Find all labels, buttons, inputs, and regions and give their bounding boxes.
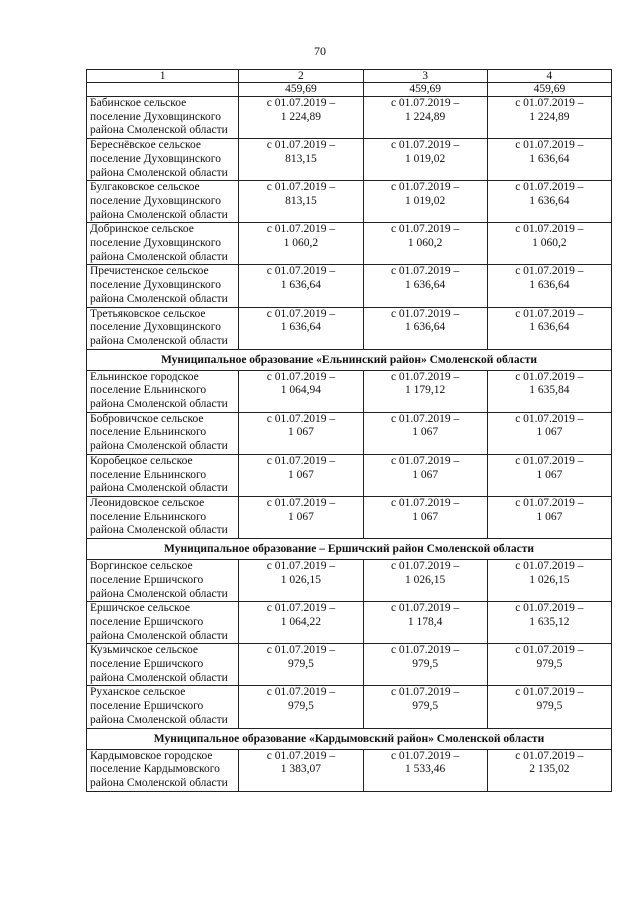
tariff-effective-date: с 01.07.2019 – (515, 496, 584, 509)
tariff-cell-col-3 (363, 749, 487, 791)
settlement-name-line: района Смоленской области (90, 629, 228, 642)
tariff-value: 1 636,64 (529, 279, 570, 292)
tariff-cell-col-2 (239, 749, 363, 791)
tariff-cell-col-2 (239, 560, 363, 602)
settlement-row (87, 644, 612, 686)
settlement-name-line: района Смоленской области (90, 587, 228, 600)
continued-rate-col-2: 459,69 (239, 83, 363, 97)
column-number-2: 2 (239, 70, 363, 83)
tariff-effective-date: с 01.07.2019 – (266, 644, 336, 657)
settlement-name (87, 644, 239, 686)
tariff-effective-date: с 01.07.2019 – (390, 265, 460, 278)
tariff-effective-date: с 01.07.2019 – (515, 454, 584, 467)
tariff-cell-col-2 (239, 139, 363, 181)
tariff-value: 1 636,64 (529, 194, 570, 207)
section-title: Муниципальное образование «Ельнинский район» Смоленской области (87, 349, 612, 370)
settlement-name-line: поселение Ельнинского (90, 426, 207, 439)
settlement-name-line: Пречистенское сельское (90, 265, 209, 278)
settlement-row (87, 97, 612, 139)
settlement-row (87, 602, 612, 644)
section-header-row (87, 349, 612, 370)
settlement-name (87, 307, 239, 349)
tariff-cell-col-2 (239, 223, 363, 265)
tariff-value: 1 636,64 (529, 321, 570, 334)
tariff-value: 1 026,15 (405, 573, 446, 586)
tariff-value: 1 224,89 (280, 110, 322, 123)
settlement-name-line: поселение Духовщинского (90, 110, 221, 123)
section-title: Муниципальное образование «Кардымовский район» Смоленской области (87, 728, 612, 749)
tariff-cell-col-2 (239, 97, 363, 139)
tariff-effective-date: с 01.07.2019 – (515, 644, 584, 657)
tariff-effective-date: с 01.07.2019 – (515, 265, 584, 278)
tariff-cell-col-2 (239, 307, 363, 349)
tariff-effective-date: с 01.07.2019 – (515, 602, 584, 615)
tariff-cell-col-3 (363, 412, 487, 454)
column-number-1: 1 (87, 70, 239, 83)
settlement-row (87, 454, 612, 496)
column-number-row (87, 70, 612, 83)
tariff-cell-col-3 (363, 560, 487, 602)
settlement-name (87, 97, 239, 139)
tariff-cell-col-4 (487, 412, 611, 454)
settlement-row (87, 265, 612, 307)
tariff-value: 1 067 (536, 426, 563, 439)
tariff-effective-date: с 01.07.2019 – (515, 412, 584, 425)
settlement-name (87, 496, 239, 538)
tariff-cell-col-3 (363, 223, 487, 265)
settlement-row (87, 496, 612, 538)
tariff-effective-date: с 01.07.2019 – (390, 454, 460, 467)
settlement-name (87, 454, 239, 496)
tariff-effective-date: с 01.07.2019 – (266, 602, 336, 615)
tariff-table (86, 69, 612, 792)
column-number-3: 3 (363, 70, 487, 83)
tariff-cell-col-2 (239, 412, 363, 454)
tariff-cell-col-4 (487, 560, 611, 602)
tariff-effective-date: с 01.07.2019 – (515, 307, 584, 320)
tariff-value: 813,15 (285, 152, 317, 165)
tariff-value: 1 636,64 (529, 152, 570, 165)
tariff-value: 1 383,07 (280, 763, 322, 776)
tariff-value: 1 026,15 (529, 573, 570, 586)
tariff-cell-col-3 (363, 644, 487, 686)
settlement-name-line: поселение Духовщинского (90, 194, 221, 207)
tariff-cell-col-4 (487, 602, 611, 644)
tariff-value: 979,5 (412, 700, 439, 713)
settlement-name-line: поселение Духовщинского (90, 321, 221, 334)
tariff-effective-date: с 01.07.2019 – (390, 370, 460, 383)
tariff-effective-date: с 01.07.2019 – (266, 749, 336, 762)
settlement-row (87, 139, 612, 181)
settlement-name-line: Кардымовское городское (90, 749, 213, 762)
section-header-row (87, 539, 612, 560)
tariff-effective-date: с 01.07.2019 – (266, 265, 336, 278)
settlement-name-line: поселение Ершичского (90, 658, 204, 671)
tariff-cell-col-4 (487, 370, 611, 412)
settlement-name-line: района Смоленской области (90, 334, 228, 347)
settlement-name (87, 265, 239, 307)
settlement-name-line: Бабинское сельское (90, 97, 187, 109)
tariff-cell-col-2 (239, 644, 363, 686)
tariff-value: 1 178,4 (407, 615, 443, 628)
tariff-cell-col-3 (363, 307, 487, 349)
tariff-value: 1 067 (287, 468, 314, 481)
settlement-name (87, 749, 239, 791)
tariff-value: 1 060,2 (283, 237, 319, 250)
tariff-cell-col-3 (363, 454, 487, 496)
settlement-name-line: Ельнинское городское (90, 370, 199, 383)
settlement-name (87, 370, 239, 412)
tariff-effective-date: с 01.07.2019 – (390, 560, 460, 573)
tariff-value: 1 636,64 (280, 279, 322, 292)
continued-rate-col-4: 459,69 (487, 83, 611, 97)
section-header-row (87, 728, 612, 749)
tariff-cell-col-3 (363, 265, 487, 307)
settlement-name-line: поселение Ельнинского (90, 468, 207, 481)
settlement-name-line: Булгаковское сельское (90, 181, 200, 194)
tariff-effective-date: с 01.07.2019 – (390, 412, 460, 425)
settlement-name-line: Бобровичское сельское (90, 412, 204, 425)
tariff-cell-col-4 (487, 97, 611, 139)
tariff-effective-date: с 01.07.2019 – (515, 97, 584, 109)
settlement-name-line: Ершичское сельское (90, 602, 190, 615)
tariff-cell-col-4 (487, 139, 611, 181)
settlement-name-line: района Смоленской области (90, 482, 228, 495)
continued-rate-name (87, 83, 239, 97)
page-number: 70 (314, 44, 326, 58)
tariff-cell-col-4 (487, 454, 611, 496)
settlement-name-line: поселение Ершичского (90, 573, 204, 586)
tariff-effective-date: с 01.07.2019 – (390, 644, 460, 657)
tariff-cell-col-3 (363, 496, 487, 538)
settlement-name-line: района Смоленской области (90, 671, 228, 684)
settlement-name (87, 139, 239, 181)
tariff-value: 1 067 (412, 468, 439, 481)
tariff-value: 1 067 (412, 510, 439, 523)
tariff-value: 979,5 (536, 658, 563, 671)
tariff-effective-date: с 01.07.2019 – (266, 412, 336, 425)
tariff-cell-col-3 (363, 686, 487, 728)
tariff-effective-date: с 01.07.2019 – (390, 223, 460, 236)
tariff-cell-col-4 (487, 644, 611, 686)
settlement-name-line: Леонидовское сельское (90, 496, 205, 509)
tariff-value: 1 064,94 (280, 384, 322, 397)
tariff-effective-date: с 01.07.2019 – (266, 139, 336, 152)
tariff-value: 1 635,12 (529, 615, 570, 628)
tariff-cell-col-3 (363, 181, 487, 223)
settlement-name (87, 181, 239, 223)
continued-rate-col-3: 459,69 (363, 83, 487, 97)
tariff-cell-col-3 (363, 139, 487, 181)
settlement-name (87, 602, 239, 644)
settlement-name-line: поселение Ершичского (90, 700, 204, 713)
tariff-value: 813,15 (285, 194, 317, 207)
settlement-name-line: района Смоленской области (90, 524, 228, 537)
settlement-name-line: поселение Духовщинского (90, 237, 221, 250)
section-title: Муниципальное образование – Ершичский район Смоленской области (87, 539, 612, 560)
settlement-name-line: района Смоленской области (90, 440, 228, 453)
tariff-cell-col-2 (239, 181, 363, 223)
tariff-value: 2 135,02 (529, 763, 570, 776)
tariff-cell-col-4 (487, 223, 611, 265)
settlement-name-line: поселение Ельнинского (90, 510, 207, 523)
settlement-name-line: района Смоленской области (90, 713, 228, 726)
tariff-effective-date: с 01.07.2019 – (515, 181, 584, 194)
tariff-effective-date: с 01.07.2019 – (515, 370, 584, 383)
tariff-cell-col-4 (487, 496, 611, 538)
settlement-name-line: поселение Кардымовского (90, 763, 220, 776)
tariff-effective-date: с 01.07.2019 – (266, 181, 336, 194)
tariff-effective-date: с 01.07.2019 – (266, 686, 336, 699)
tariff-cell-col-3 (363, 370, 487, 412)
tariff-effective-date: с 01.07.2019 – (515, 749, 584, 762)
settlement-name-line: Добринское сельское (90, 223, 194, 236)
tariff-cell-col-4 (487, 686, 611, 728)
settlement-name-line: поселение Духовщинского (90, 279, 221, 292)
tariff-value: 1 636,64 (405, 279, 446, 292)
tariff-value: 1 067 (412, 426, 439, 439)
tariff-effective-date: с 01.07.2019 – (390, 97, 460, 109)
settlement-name-line: Третьяковское сельское (90, 307, 206, 320)
settlement-name (87, 412, 239, 454)
tariff-effective-date: с 01.07.2019 – (266, 223, 336, 236)
tariff-cell-col-4 (487, 307, 611, 349)
tariff-value: 1 224,89 (529, 110, 570, 123)
settlement-name (87, 223, 239, 265)
tariff-value: 1 636,64 (280, 321, 322, 334)
tariff-value: 1 635,84 (529, 384, 570, 397)
settlement-name-line: Кузьмичское сельское (90, 644, 198, 657)
tariff-cell-col-2 (239, 686, 363, 728)
settlement-name-line: района Смоленской области (90, 292, 228, 305)
settlement-name-line: Береснёвское сельское (90, 139, 201, 152)
tariff-effective-date: с 01.07.2019 – (390, 749, 460, 762)
tariff-value: 1 064,22 (280, 615, 322, 628)
tariff-cell-col-4 (487, 749, 611, 791)
settlement-row (87, 223, 612, 265)
tariff-effective-date: с 01.07.2019 – (515, 560, 584, 573)
tariff-cell-col-4 (487, 181, 611, 223)
tariff-cell-col-4 (487, 265, 611, 307)
settlement-name-line: района Смоленской области (90, 250, 228, 263)
tariff-cell-col-2 (239, 265, 363, 307)
tariff-effective-date: с 01.07.2019 – (266, 307, 336, 320)
tariff-cell-col-2 (239, 496, 363, 538)
tariff-effective-date: с 01.07.2019 – (390, 181, 460, 194)
settlement-name-line: поселение Духовщинского (90, 152, 221, 165)
settlement-name-line: района Смоленской области (90, 166, 228, 179)
settlement-name-line: Воргинское сельское (90, 560, 193, 573)
tariff-effective-date: с 01.07.2019 – (390, 307, 460, 320)
tariff-cell-col-2 (239, 602, 363, 644)
tariff-value: 1 060,2 (532, 237, 567, 250)
tariff-value: 1 224,89 (405, 110, 446, 123)
tariff-effective-date: с 01.07.2019 – (390, 139, 460, 152)
tariff-effective-date: с 01.07.2019 – (266, 370, 336, 383)
settlement-name (87, 560, 239, 602)
tariff-effective-date: с 01.07.2019 – (515, 686, 584, 699)
tariff-cell-col-2 (239, 454, 363, 496)
settlement-row (87, 181, 612, 223)
settlement-row (87, 412, 612, 454)
tariff-value: 1 533,46 (405, 763, 446, 776)
tariff-effective-date: с 01.07.2019 – (390, 496, 460, 509)
settlement-name-line: района Смоленской области (90, 398, 228, 411)
tariff-value: 1 026,15 (280, 573, 322, 586)
tariff-value: 1 019,02 (405, 152, 446, 165)
tariff-effective-date: с 01.07.2019 – (515, 223, 584, 236)
settlement-name (87, 686, 239, 728)
tariff-value: 1 019,02 (405, 194, 446, 207)
settlement-name-line: района Смоленской области (90, 208, 228, 221)
tariff-value: 1 636,64 (405, 321, 446, 334)
settlement-row (87, 370, 612, 412)
tariff-effective-date: с 01.07.2019 – (266, 496, 336, 509)
tariff-value: 979,5 (412, 658, 439, 671)
tariff-value: 1 060,2 (407, 237, 443, 250)
tariff-value: 1 067 (287, 426, 314, 439)
settlement-name-line: Руханское сельское (90, 686, 186, 699)
tariff-value: 1 179,12 (405, 384, 446, 397)
table-body (87, 70, 612, 792)
tariff-value: 1 067 (536, 468, 563, 481)
settlement-name-line: района Смоленской области (90, 124, 228, 137)
settlement-row (87, 686, 612, 728)
settlement-row (87, 749, 612, 791)
tariff-value: 979,5 (287, 700, 314, 713)
settlement-row (87, 560, 612, 602)
tariff-value: 1 067 (536, 510, 563, 523)
column-number-4: 4 (487, 70, 611, 83)
tariff-effective-date: с 01.07.2019 – (266, 560, 336, 573)
tariff-effective-date: с 01.07.2019 – (266, 454, 336, 467)
settlement-name-line: поселение Ельнинского (90, 384, 207, 397)
tariff-cell-col-3 (363, 602, 487, 644)
tariff-value: 1 067 (287, 510, 314, 523)
tariff-value: 979,5 (536, 700, 563, 713)
continued-rate-row (87, 83, 612, 97)
tariff-value: 979,5 (287, 658, 314, 671)
tariff-cell-col-2 (239, 370, 363, 412)
tariff-effective-date: с 01.07.2019 – (266, 97, 336, 109)
tariff-effective-date: с 01.07.2019 – (390, 686, 460, 699)
settlement-row (87, 307, 612, 349)
tariff-cell-col-3 (363, 97, 487, 139)
settlement-name-line: района Смоленской области (90, 776, 228, 789)
settlement-name-line: Коробецкое сельское (90, 454, 193, 467)
tariff-effective-date: с 01.07.2019 – (515, 139, 584, 152)
settlement-name-line: поселение Ершичского (90, 615, 204, 628)
tariff-effective-date: с 01.07.2019 – (390, 602, 460, 615)
